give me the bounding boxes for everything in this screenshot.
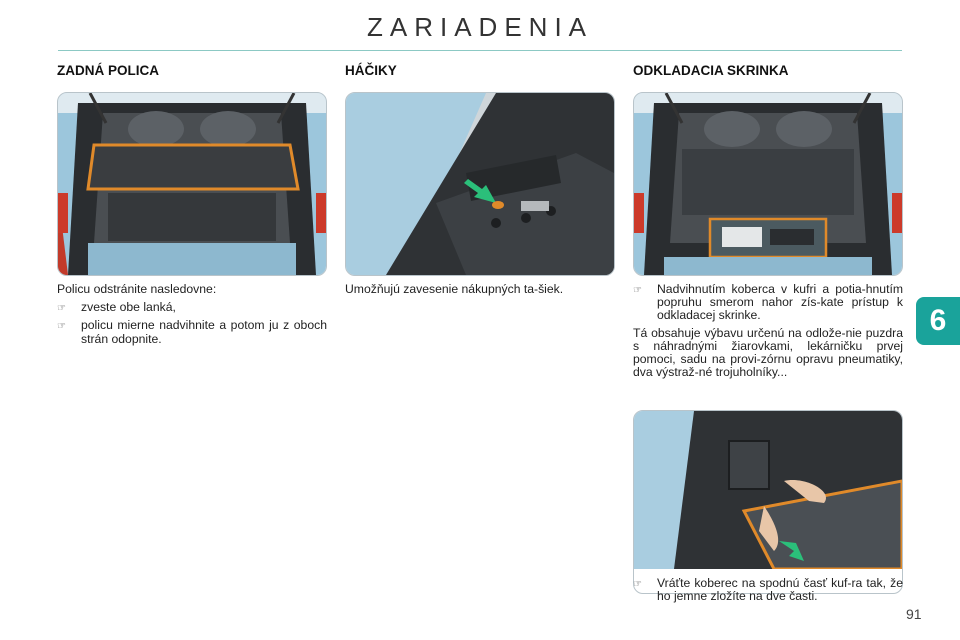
list-item: ☞ zveste obe lanká, <box>57 300 176 315</box>
section-heading: HÁČIKY <box>345 63 397 78</box>
hooks-description: Umožňujú zavesenie nákupných ta-šiek. <box>345 282 564 296</box>
list-item: ☞ policu mierne nadvihnite a potom ju z oboch strán odopnite. <box>57 318 327 346</box>
storage-text-top <box>633 283 903 384</box>
pointing-hand-icon: ☞ <box>633 285 642 296</box>
section-heading: ODKLADACIA SKRINKA <box>633 63 789 78</box>
rear-shelf-photo <box>57 92 327 276</box>
section-storage <box>633 60 903 82</box>
page-number: 91 <box>906 606 922 622</box>
pointing-hand-icon: ☞ <box>57 321 66 333</box>
pointing-hand-icon: ☞ <box>57 303 66 315</box>
hooks-text <box>345 283 615 301</box>
rear-shelf-text <box>57 283 327 350</box>
storage-text-bottom <box>633 577 903 607</box>
storage-carpet-photo <box>633 410 903 594</box>
storage-photo <box>633 92 903 276</box>
section-rear-shelf <box>57 60 327 82</box>
list-item: ☞ Nadvihnutím koberca v kufri a potia-hnutím popruhu smerom nahor zís-kate prístup k odkladacej skrinke. <box>633 282 903 323</box>
section-hooks <box>345 60 615 82</box>
chapter-tab: 6 <box>916 297 960 345</box>
header-divider <box>58 50 902 51</box>
hooks-photo <box>345 92 615 276</box>
page-title: ZARIADENIA <box>366 12 594 42</box>
section-heading: ZADNÁ POLICA <box>57 63 159 78</box>
rear-shelf-intro: Policu odstránite nasledovne: <box>57 282 217 296</box>
storage-paragraph: Tá obsahuje výbavu určenú na odlože-nie puzdra s náhradnými žiarovkami, lekárničku prvej pomoci, sadu na provi-zórnu opravu pneumatiky, dva výstraž-né trojuholníky... <box>633 325 903 380</box>
pointing-hand-icon: ☞ <box>633 579 642 590</box>
list-item: ☞ Vráťte koberec na spodnú časť kuf-ra tak, že ho jemne zložíte na dve časti. <box>633 576 903 604</box>
